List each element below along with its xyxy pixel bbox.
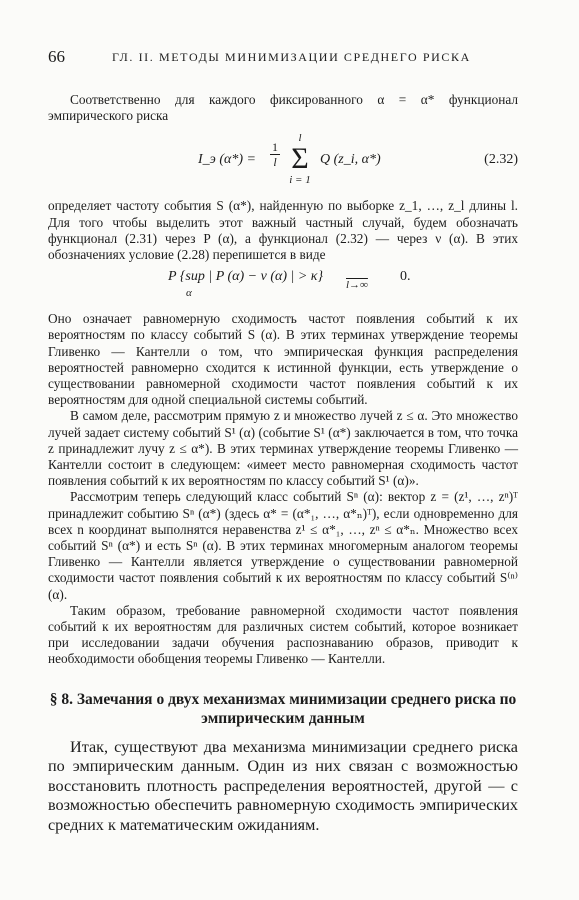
paragraph-7: Итак, существуют два механизма минимизации среднего риска по эмпирическим данным. Один из них связан с возможностью восстановить плотность распределения вероятностей, другой — с возможностью обеспечить равномерную сходимость эмпирических средних к математическим ожиданиям. (48, 737, 518, 835)
formula-condition (48, 267, 518, 307)
sum-upper-limit: l (298, 132, 302, 145)
formula-rhs: Q (z_i, α*) (320, 152, 381, 168)
formula-lhs: I_э (α*) = (198, 152, 256, 168)
paragraph-1: Соответственно для каждого фиксированного α = α* функционал эмпирического риска (48, 92, 518, 124)
paragraph-6: Таким образом, требование равномерной сходимости частот появления событий к их вероятностям для различных систем событий, которое возникает при исследовании задачи обучения распознаванию образов, приводит к необходимости обобщения теоремы Гливенко — Кантелли. (48, 602, 518, 667)
paragraph-4: В самом деле, рассмотрим прямую z и множество лучей z ≤ α. Это множество лучей задает систему событий S¹ (α) (событие S¹ (α*) заключается в том, что точка z принадлежит лучу z ≤ α*). В этих терминах утверждение теоремы Гливенко — Кантелли состоит в следующем: «имеет место равномерная сходимость частот появления событий к их вероятностям по классу событий S¹ (α)». (48, 408, 518, 489)
running-header (48, 47, 531, 69)
formula-fraction (270, 140, 280, 169)
condition-limit-arrow: l→∞ (346, 279, 368, 292)
page-body (48, 92, 518, 836)
summation (286, 132, 314, 186)
condition-limit-value: 0. (400, 269, 411, 285)
condition-expression: P {sup | P (α) − ν (α) | > κ} (168, 269, 324, 285)
sum-lower-limit: i = 1 (289, 174, 311, 187)
running-title: ГЛ. II. МЕТОДЫ МИНИМИЗАЦИИ СРЕДНЕГО РИСКА (112, 50, 471, 64)
paragraph-3: Оно означает равномерную сходимость частот появления событий к их вероятностям по классу событий S (α). В этих терминах утверждение теоремы Гливенко — Кантелли о том, что эмпирическая функция распределения вероятностей равномерно сходится к истинной функции, есть утверждение о существовании равномерной сходимости частот появления событий к их вероятностям для одной специальной системы событий. (48, 311, 518, 408)
fraction-numerator: 1 (272, 140, 278, 155)
formula-2-32 (48, 130, 518, 194)
fraction-denominator: l (273, 155, 277, 170)
paragraph-2: определяет частоту события S (α*), найденную по выборке z_1, …, z_l длины l. Для того чтобы выделить этот важный частный случай, будем обозначать функционал (2.31) через P (α), а функционал (2.32) — через ν (α). В этих обозначениях условие (2.28) перепишется в виде (48, 198, 518, 263)
paragraph-5: Рассмотрим теперь следующий класс событий Sⁿ (α): вектор z = (z¹, …, zⁿ)ᵀ принадлежит событию Sⁿ (α*) (здесь α* = (α*₁, …, α*ₙ)ᵀ), если одновременно для всех n координат выполнятся неравенства z¹ ≤ α*₁, …, zⁿ ≤ α*ₙ. Множество всех событий Sⁿ (α*) и есть Sⁿ (α). В этих терминах многомерным аналогом теоремы Гливенко — Кантелли является утверждение о существовании равномерной сходимости частот появления событий к их вероятностям по классу событий S⁽ⁿ⁾ (α). (48, 489, 518, 602)
condition-subscript: α (186, 287, 192, 300)
sigma-symbol: Σ (291, 142, 309, 176)
page-number: 66 (48, 47, 65, 66)
equation-number: (2.32) (484, 152, 518, 168)
section-heading: § 8. Замечания о двух механизмах минимизации среднего риска по эмпирическим данным (49, 690, 517, 727)
